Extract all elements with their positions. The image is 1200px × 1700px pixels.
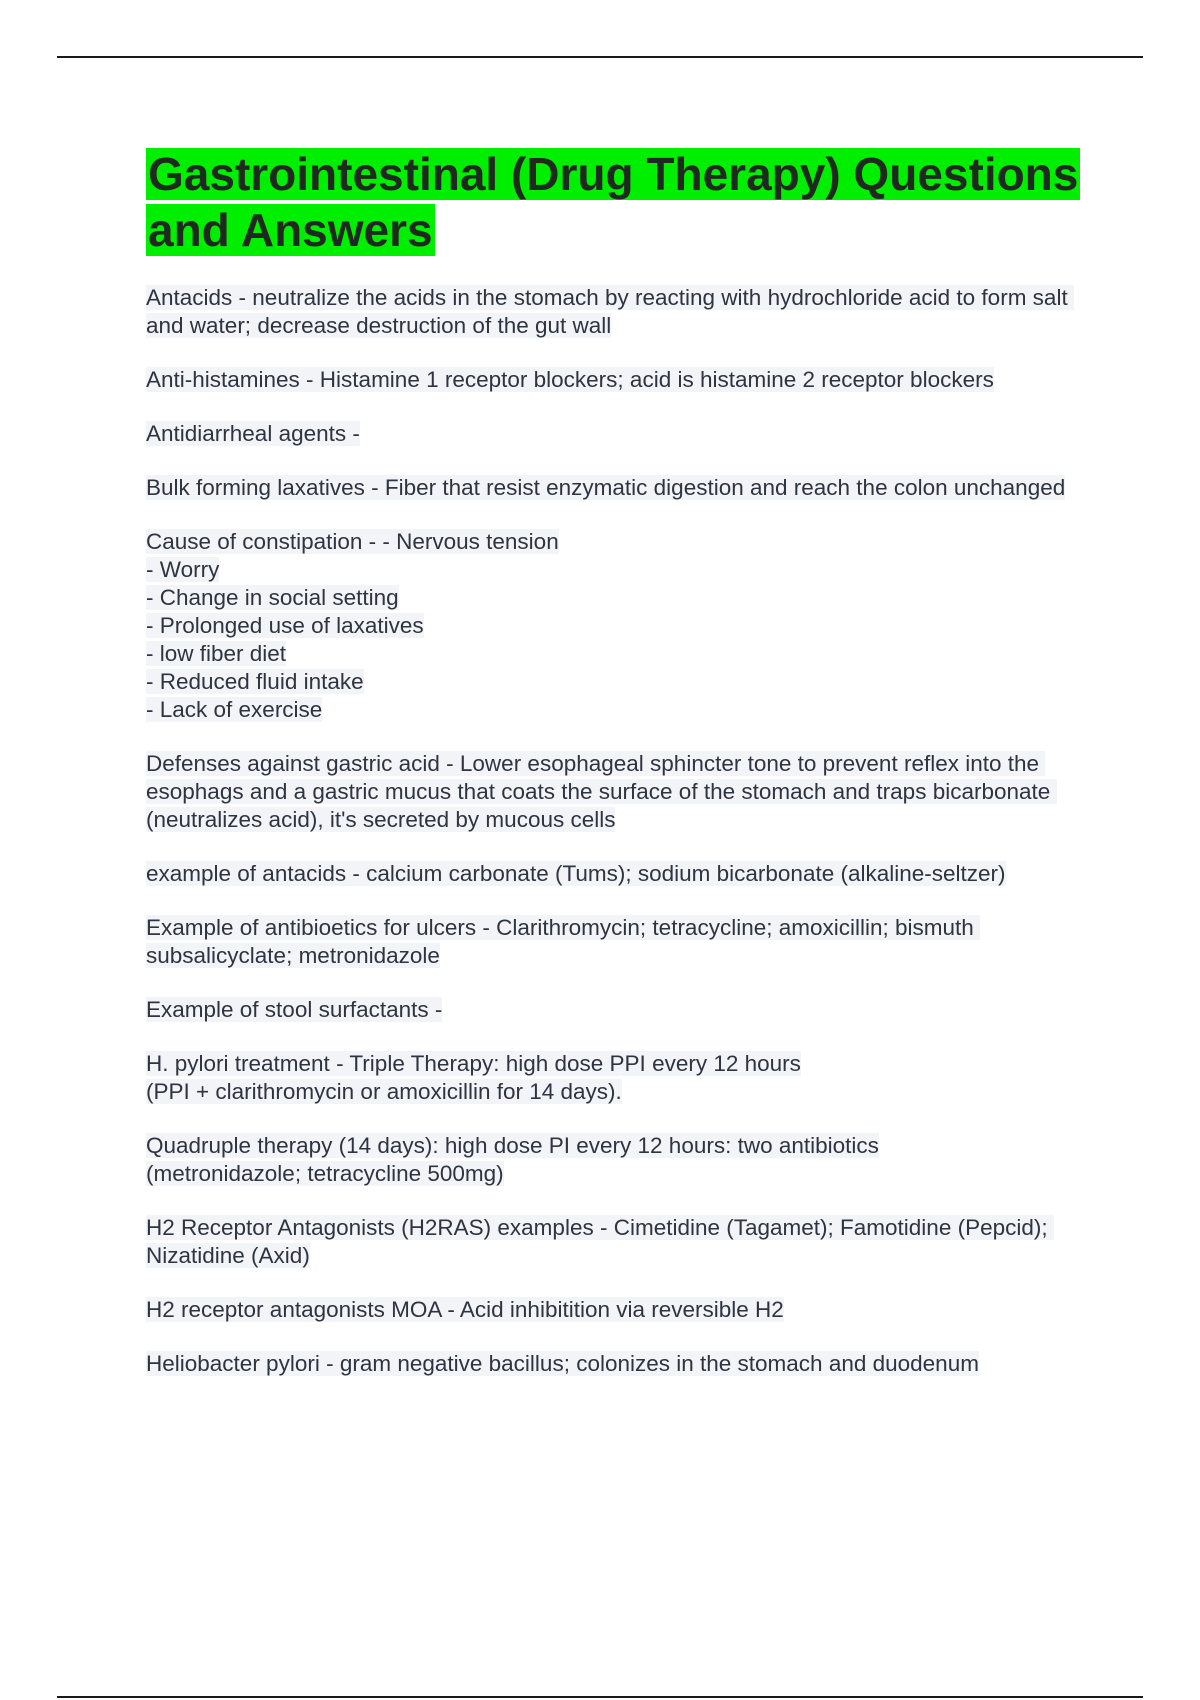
qa-entry-stool-surfactants: Example of stool surfactants - (146, 997, 443, 1022)
qa-entry-h2-moa: H2 receptor antagonists MOA - Acid inhibitition via reversible H2 (146, 1297, 784, 1322)
header-rule (57, 56, 1143, 58)
qa-entry-h2ras-examples: H2 Receptor Antagonists (H2RAS) examples - Cimetidine (Tagamet); Famotidine (Pepcid); Nizatidine (Axid) (146, 1215, 1054, 1268)
qa-entry-h-pylori-treatment: H. pylori treatment - Triple Therapy: high dose PPI every 12 hours (PPI + clarithromycin or amoxicillin for 14 days). (146, 1051, 801, 1104)
qa-entry-anti-histamines: Anti-histamines - Histamine 1 receptor blockers; acid is histamine 2 receptor blockers (146, 367, 994, 392)
qa-entry-heliobacter-pylori: Heliobacter pylori - gram negative bacillus; colonizes in the stomach and duodenum (146, 1351, 979, 1376)
qa-entry-antacids: Antacids - neutralize the acids in the stomach by reacting with hydrochloride acid to form salt and water; decrease destruction of the gut wall (146, 285, 1074, 338)
qa-entry-example-of-antacids: example of antacids - calcium carbonate (Tums); sodium bicarbonate (alkaline-seltzer) (146, 861, 1006, 886)
qa-entry-cause-of-constipation: Cause of constipation - - Nervous tension - Worry - Change in social setting - Prolonged use of laxatives - low fiber diet - Reduced fluid intake - Lack of exercise (146, 529, 559, 722)
document-title (146, 146, 1086, 258)
document-body (146, 146, 1086, 1404)
qa-entry-antibiotics-for-ulcers: Example of antibioetics for ulcers - Clarithromycin; tetracycline; amoxicillin; bismuth subsalicyclate; metronidazole (146, 915, 981, 968)
qa-entry-defenses-against-gastric-acid: Defenses against gastric acid - Lower esophageal sphincter tone to prevent reflex into the esophags and a gastric mucus that coats the surface of the stomach and traps bicarbonate (neutralizes acid), it's secreted by mucous cells (146, 751, 1057, 832)
qa-entry-bulk-forming-laxatives: Bulk forming laxatives - Fiber that resist enzymatic digestion and reach the colon unchanged (146, 475, 1066, 500)
qa-entry-antidiarrheal-agents: Antidiarrheal agents - (146, 421, 360, 446)
footer-rule (57, 1696, 1143, 1698)
qa-entry-quadruple-therapy: Quadruple therapy (14 days): high dose PI every 12 hours: two antibiotics (metronidazole; tetracycline 500mg) (146, 1133, 879, 1186)
document-title-text: Gastrointestinal (Drug Therapy) Questions and Answers (148, 148, 1079, 256)
